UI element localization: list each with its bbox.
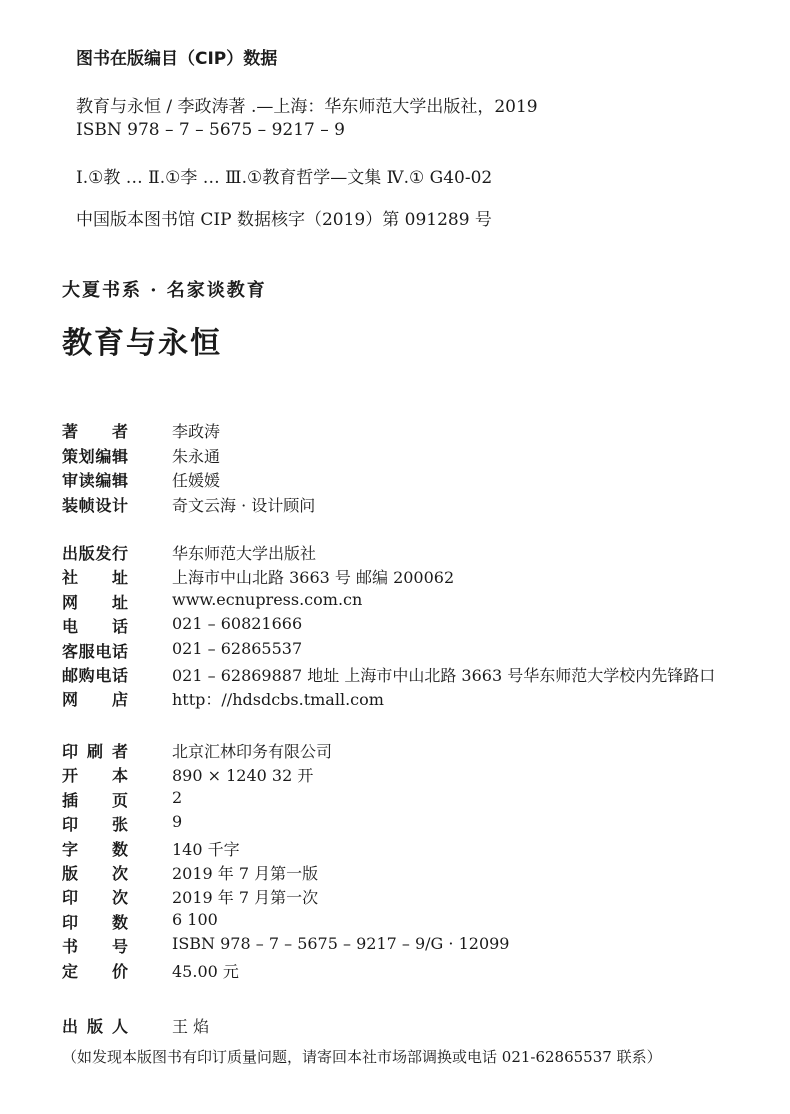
row-label: 字 数 [62, 839, 128, 859]
cip-line-title: 教育与永恒 / 李政涛著 .—上海：华东师范大学出版社，2019 [76, 97, 538, 117]
cip-line-record: 中国版本图书馆 CIP 数据核字（2019）第 091289 号 [76, 210, 492, 230]
row-label: 邮 购 电 话 [62, 666, 128, 685]
series-name: 大夏书系 · 名家谈教育 [62, 280, 267, 301]
row-value: 6 100 [172, 909, 218, 929]
row-value: 上海市中山北路 3663 号 邮编 200062 [172, 568, 455, 588]
row-label: 书 号 [62, 937, 128, 957]
book-title: 教育与永恒 [62, 326, 222, 361]
row-value: 奇文云海 · 设计顾问 [172, 495, 316, 515]
row-label: 电 话 [62, 617, 128, 637]
row-label: 网 址 [62, 592, 128, 612]
row-label: 插 页 [62, 790, 128, 810]
row-value: 2019 年 7 月第一次 [172, 888, 319, 908]
row-value: 890 × 1240 32 开 [172, 766, 314, 786]
row-label: 印 张 [62, 815, 128, 835]
row-value: http：//hdsdcbs.tmall.com [172, 690, 384, 710]
row-label: 印 刷 者 [62, 742, 128, 761]
row-value: www.ecnupress.com.cn [172, 589, 363, 609]
row-label: 著 者 [62, 422, 128, 441]
row-label: 印 次 [62, 888, 128, 908]
row-label: 出 版 发 行 [62, 544, 128, 563]
row-value: 021 – 60821666 [172, 614, 303, 634]
row-value: 9 [172, 812, 183, 832]
cip-line-classification: Ⅰ.①教 … Ⅱ.①李 … Ⅲ.①教育哲学—文集 Ⅳ.① G40-02 [76, 168, 493, 188]
row-value: ISBN 978 – 7 – 5675 – 9217 – 9/G · 12099 [172, 934, 510, 954]
row-value: 华东师范大学出版社 [172, 544, 317, 563]
row-value: 北京汇林印务有限公司 [172, 742, 333, 761]
cip-line-isbn: ISBN 978 – 7 – 5675 – 9217 – 9 [76, 120, 345, 140]
row-label: 定 价 [62, 961, 128, 981]
row-label: 印 数 [62, 912, 128, 932]
row-label: 策 划 编 辑 [62, 446, 128, 466]
row-label: 开 本 [62, 766, 128, 786]
row-value: 140 千字 [172, 839, 240, 859]
row-value: 2 [172, 787, 183, 807]
row-value: 2019 年 7 月第一版 [172, 864, 319, 883]
row-value: 021 – 62869887 地址 上海市中山北路 3663 号华东师范大学校内先锋路口 [172, 666, 716, 685]
row-label: 社 址 [62, 568, 128, 588]
row-value: 李政涛 [172, 422, 221, 441]
row-label: 客 服 电 话 [62, 641, 128, 661]
cip-heading: 图书在版编目（CIP）数据 [76, 49, 278, 69]
quality-notice: （如发现本版图书有印订质量问题，请寄回本社市场部调换或电话 021-62865537 联系） [62, 1048, 662, 1066]
row-label: 网 店 [62, 690, 128, 710]
row-value: 45.00 元 [172, 961, 239, 981]
row-label: 装 帧 设 计 [62, 495, 128, 515]
row-label: 审 读 编 辑 [62, 471, 128, 490]
row-value: 王 焰 [172, 1017, 210, 1036]
row-value: 朱永通 [172, 446, 221, 466]
row-label: 出 版 人 [62, 1017, 128, 1036]
row-label: 版 次 [62, 864, 128, 883]
row-value: 021 – 62865537 [172, 638, 303, 658]
row-value: 任媛媛 [172, 471, 221, 490]
